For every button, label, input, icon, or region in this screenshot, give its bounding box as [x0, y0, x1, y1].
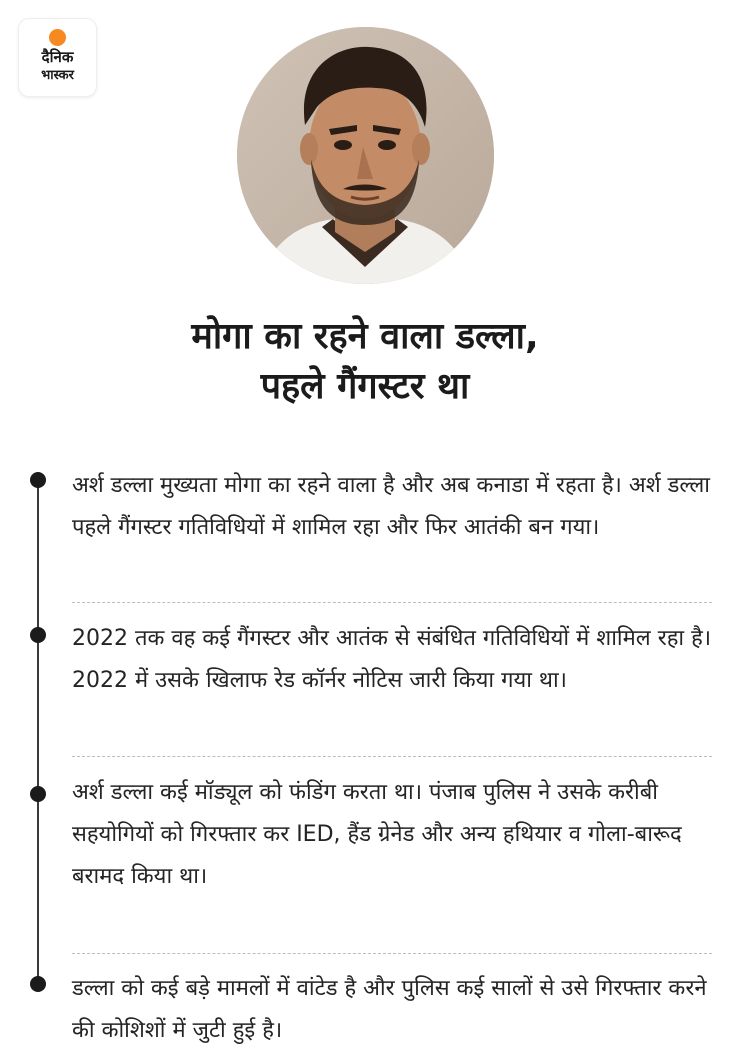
person-portrait: [237, 27, 494, 284]
timeline-bullet-icon: [30, 976, 46, 992]
timeline-bullet-icon: [30, 786, 46, 802]
list-item: डल्ला को कई बड़े मामलों में वांटेड है और पुलिस कई सालों से उसे गिरफ्तार करने की कोशिशों में जुटी हुई है।: [72, 976, 707, 1043]
list-item: 2022 तक वह कई गैंगस्टर और आतंक से संबंधित गतिविधियों में शामिल रहा है। 2022 में उसके खिलाफ रेड कॉर्नर नोटिस जारी किया गया था।: [72, 626, 712, 693]
headline: [0, 312, 730, 412]
logo-sun-icon: [49, 29, 66, 46]
divider: [72, 602, 712, 603]
timeline-bullet-icon: [30, 627, 46, 643]
logo-text-line1: दैनिक: [41, 48, 74, 66]
timeline-line: [37, 478, 39, 988]
person-portrait-icon: [237, 27, 494, 284]
dainik-bhaskar-logo: [19, 19, 96, 96]
divider: [72, 953, 712, 954]
headline-line2: पहले गैंगस्टर था: [260, 366, 470, 407]
list-item: अर्श डल्ला मुख्यता मोगा का रहने वाला है और अब कनाडा में रहता है। अर्श डल्ला पहले गैंगस्टर गतिविधियों में शामिल रहा और फिर आतंकी बन गया।: [72, 473, 710, 540]
headline-line1: मोगा का रहने वाला डल्ला,: [191, 316, 539, 357]
logo-text-line2: भास्कर: [41, 68, 74, 83]
list-item: अर्श डल्ला कई मॉड्यूल को फंडिंग करता था। पंजाब पुलिस ने उसके करीबी सहयोगियों को गिरफ्तार कर IED, हैंड ग्रेनेड और अन्य हथियार व गोला-बारूद बरामद किया था।: [72, 780, 682, 889]
divider: [72, 756, 712, 757]
timeline-bullet-icon: [30, 472, 46, 488]
